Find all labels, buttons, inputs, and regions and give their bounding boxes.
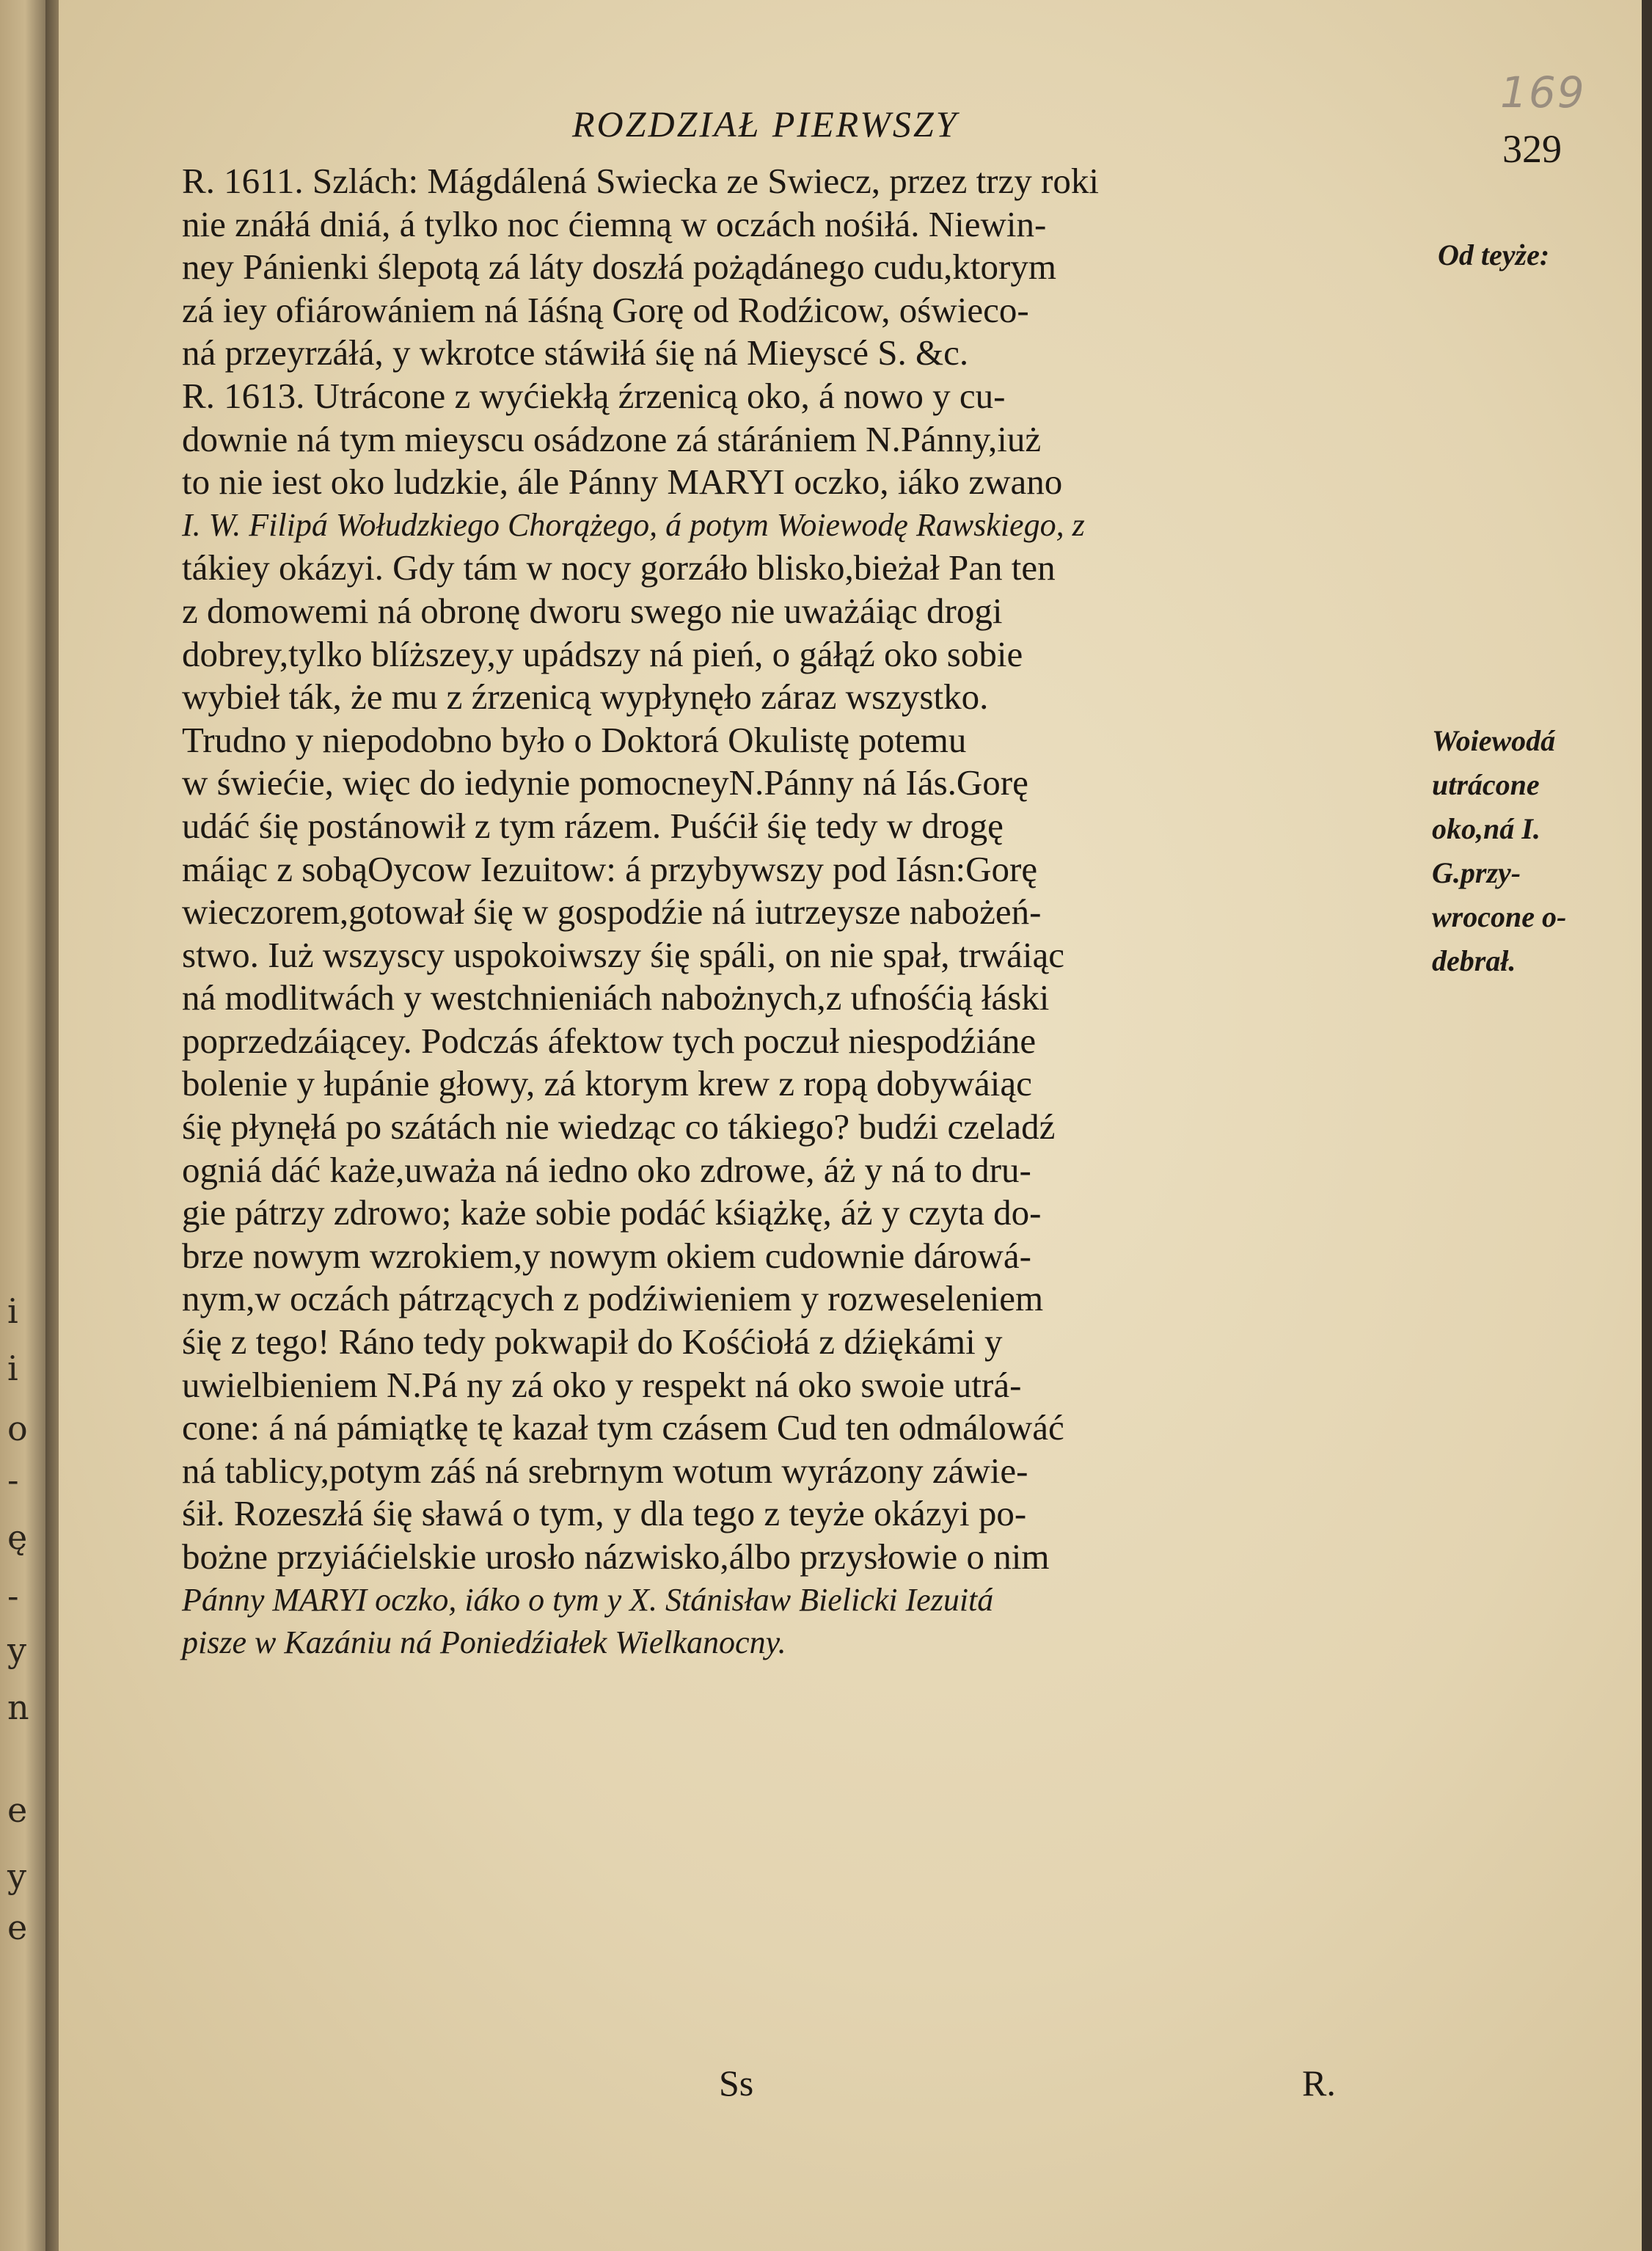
catchword: R.: [1302, 2062, 1336, 2104]
margin-note-line: G.przy-: [1432, 856, 1521, 889]
prev-page-letter: n: [7, 1688, 29, 1727]
running-head: ROZDZIAŁ PIERWSZY: [572, 103, 959, 145]
text-line: I. W. Filipá Wołudzkiego Chorążego, á potym Woiewodę Rawskiego, z: [182, 506, 1085, 543]
text-line: w świećie, więc do iedynie pomocneyN.Pánny ná Iás.Gorę: [182, 762, 1028, 803]
paragraph-1613: [182, 375, 1429, 1665]
previous-page-edge: [0, 0, 45, 2251]
text-line: downie ná tym mieyscu osádzone zá stárániem N.Pánny,iuż: [182, 418, 1042, 459]
text-line: tákiey okázyi. Gdy tám w nocy gorzáło blisko,bieżał Pan ten: [182, 547, 1056, 588]
text-line: poprzedzáiącey. Podczás áfektow tych poczuł niespodźiáne: [182, 1020, 1037, 1061]
prev-page-letter: i: [7, 1349, 18, 1388]
margin-note-line: Woiewodá: [1432, 724, 1556, 757]
margin-note-od-teyze: Od teyże:: [1438, 238, 1550, 271]
prev-page-letter: -: [7, 1460, 19, 1500]
signature-mark: Ss: [719, 2062, 754, 2104]
text-line: ney Pánienki ślepotą zá láty doszłá pożądánego cudu,ktorym: [182, 247, 1056, 288]
previous-page-fragments: [0, 0, 45, 2251]
text-line: gie pátrzy zdrowo; każe sobie podáć kśiążkę, áż y czyta do-: [182, 1192, 1042, 1233]
prev-page-letter: -: [7, 1576, 19, 1616]
margin-note-line: debrał.: [1432, 944, 1516, 977]
text-line: Trudno y niepodobno było o Doktorá Okulistę potemu: [182, 719, 967, 760]
prev-page-letter: ę: [7, 1517, 28, 1557]
text-line: Pánny MARYI oczko, iáko o tym y X. Stánisław Bielicki Iezuitá: [182, 1581, 994, 1618]
text-line: nym,w oczách pátrzących z podźiwieniem y rozweseleniem: [182, 1278, 1044, 1319]
text-line: ná przeyrzáłá, y wkrotce stáwiłá śię ná Mieyscé S. &c.: [182, 332, 969, 373]
text-line: pisze w Kazániu ná Poniedźiałek Wielkanocny.: [182, 1624, 786, 1661]
margin-note-line: utrácone: [1432, 768, 1540, 801]
text-line: ná modlitwách y westchnieniách nabożnych,z ufnośćią łáski: [182, 977, 1050, 1018]
text-line: nie znáłá dniá, á tylko noc ćiemną w oczách nośiłá. Niewin-: [182, 203, 1047, 244]
text-line: śię płynęłá po szátách nie wiedząc co tákiego? budźi czeladź: [182, 1106, 1056, 1148]
text-line: dobrey,tylko blíższey,y upádszy ná pień, o gáłąź oko sobie: [182, 633, 1023, 674]
pencil-foliation: 169: [1500, 68, 1586, 117]
text-line: uwielbieniem N.Pá ny zá oko y respekt ná oko swoie utrá-: [182, 1364, 1022, 1405]
prev-page-letter: i: [7, 1291, 18, 1331]
text-line: R. 1611. Szlách: Mágdálená Swiecka ze Swiecz, przez trzy roki: [182, 161, 1099, 201]
text-line: udáć śię postánowił z tym rázem. Puśćił śię tedy w drogę: [182, 805, 1004, 846]
margin-note-line: oko,ná I.: [1432, 812, 1540, 845]
page-329: [59, 0, 1652, 2251]
prev-page-letter: o: [7, 1409, 28, 1448]
margin-note-woiewoda: [1432, 719, 1566, 983]
text-line: bolenie y łupánie głowy, zá ktorym krew z ropą dobywáiąc: [182, 1063, 1032, 1104]
text-line: zá iey ofiárowániem ná Iáśną Gorę od Rodźicow, oświeco-: [182, 289, 1029, 330]
text-line: brze nowym wzrokiem,y nowym okiem cudownie dárowá-: [182, 1235, 1031, 1276]
text-line: ná tablicy,potym záś ná srebrnym wotum wyrázony záwie-: [182, 1450, 1028, 1491]
text-line: to nie iest oko ludzkie, ále Pánny MARYI oczko, iáko zwano: [182, 461, 1063, 503]
text-line: máiąc z sobąOycow Iezuitow: á przybywszy pod Iásn:Gorę: [182, 848, 1038, 889]
text-line: cone: á ná pámiątkę tę kazał tym czásem Cud ten odmálowáć: [182, 1407, 1064, 1448]
prev-page-letter: e: [7, 1908, 28, 1947]
paragraph-1611: [182, 160, 1429, 375]
text-line: wieczorem,gotował śię w gospodźie ná iutrzeysze nabożeń-: [182, 891, 1042, 933]
book-gutter: [45, 0, 59, 2251]
prev-page-letter: y: [7, 1856, 26, 1896]
text-line: ogniá dáć każe,uważa ná iedno oko zdrowe, áż y ná to dru-: [182, 1149, 1031, 1190]
main-text: [182, 160, 1429, 1665]
scan-background-edge: [1642, 0, 1652, 2251]
text-line: stwo. Iuż wszyscy uspokoiwszy śię spáli, on nie spał, trwáiąc: [182, 934, 1064, 975]
prev-page-letter: e: [7, 1790, 28, 1830]
margin-note-line: wrocone o-: [1432, 900, 1567, 933]
text-line: wybieł ták, że mu z źrzenicą wypłynęło záraz wszystko.: [182, 676, 989, 718]
text-line: z domowemi ná obronę dworu swego nie uważáiąc drogi: [182, 590, 1003, 631]
page-number: 329: [1502, 127, 1562, 171]
text-line: śił. Rozeszłá śię sławá o tym, y dla tego z teyże okázyi po-: [182, 1493, 1027, 1534]
text-line: śię z tego! Ráno tedy pokwapił do Kośćiołá z dźiękámi y: [182, 1321, 1003, 1362]
text-line: bożne przyiáćielskie urosło názwisko,álbo przysłowie o nim: [182, 1536, 1050, 1577]
prev-page-letter: y: [7, 1630, 26, 1670]
text-line: R. 1613. Utrácone z wyćiekłą źrzenicą oko, á nowo y cu-: [182, 375, 1006, 416]
